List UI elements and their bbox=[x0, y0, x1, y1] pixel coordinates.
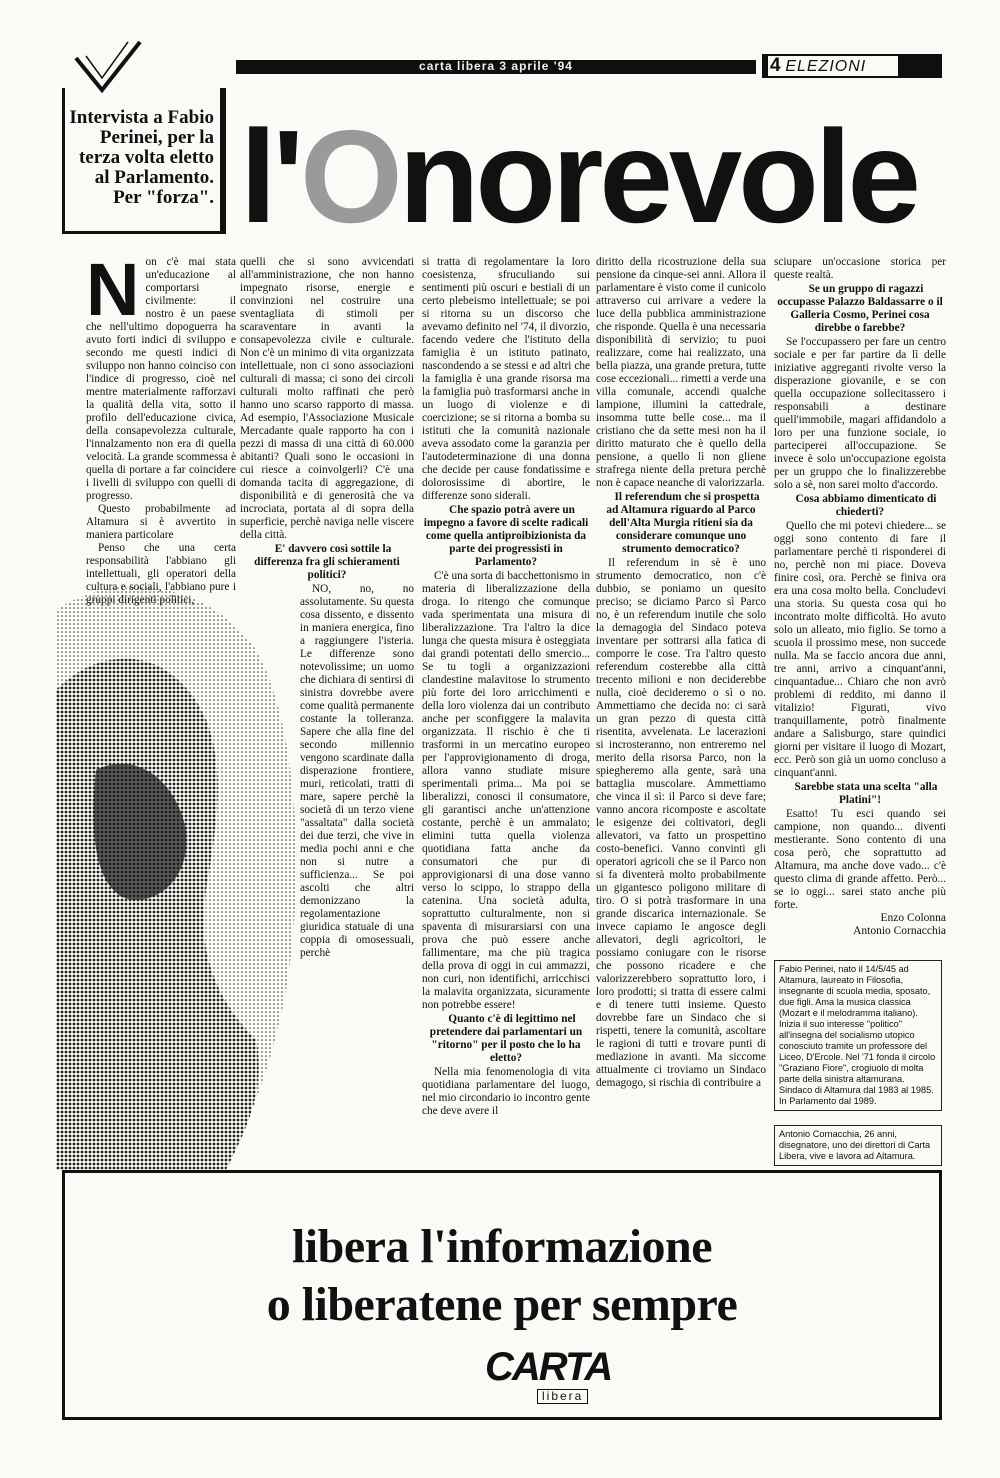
question: Cosa abbiamo dimenticato di chiederti? bbox=[795, 493, 937, 518]
article-column-4 bbox=[596, 256, 766, 1156]
carta-libera-logo bbox=[485, 1345, 615, 1407]
headline-rest: norevole bbox=[398, 103, 917, 250]
article-column-1 bbox=[86, 248, 236, 606]
paragraph: Il referendum in sè è uno strumento democratico, non c'è dubbio, se poniamo un quesito preciso; se diciamo Parco sì Parco no, è un referendum inutile che solo la demagogia del Sindaco poteva inventare per sottrarsi alla fatica di comporre le cose. Tra l'altro questo referendum costerebbe alla città trecento milioni e non deciderebbe nulla, cioè decideremo o sì o no. Ammettiamo che decida no: ci sarà un gran pezzo di questa città risentita, avvelenata. Le lacerazioni si incrosteranno, non entreremo nel merito della risorsa Parco, non la spiegheremo alla gente, sarà una battaglia muscolare. Ammettiamo che vinca il sì: il Parco si deve fare; vanno ancora ricomposte e ascoltate le esigenze dei coltivatori, degli allevatori, va fatto un prospettino costo-benefici. Vanno convinti gli operatori agricoli che se il Parco non si fa diventerà molto probabilmente un gigantesco poligono militare di tiro. O si potrà trasformare in una grande discarica internazionale. Se invece capiamo le angosce degli allevatori, degli agricoltori, le possiamo coniugare con le risorse che possono ricadere e che valorizzerebbero soprattutto loro, i loro prodotti; si tratta di essere calmi e di tenere tutti insieme. Questo dovrebbe fare un Sindaco che si rispetti, tenere la comunità, ascoltare le ragioni di tutti e trovare punti di mediazione in avanti. Ma siccome attualmente ci troviamo un Sindaco demagogo, si rischia di contribuire a bbox=[596, 557, 766, 1089]
paragraph: Se l'occupassero per fare un centro sociale e per far partire da lì delle iniziative aggreganti rivolte verso la disperazione giovanile, e se con quella occupazione sollecitassero i responsabili a destinare quell'immobile, magari affidandolo a loro per una funzione sociale, io parteciperei all'occupazione. Se invece è solo un'occupazione egoista per un gruppo che lo finalizzerebbe solo a sè, non sarei molto d'accordo. bbox=[774, 336, 946, 491]
headline-prefix: l' bbox=[240, 103, 301, 250]
paragraph: Penso che una certa responsabilità l'abbiano gli intellettuali, gli operatori della cultura e sociali, l'abbiano pure i gruppi dirigenti politici, bbox=[86, 542, 236, 606]
headline bbox=[240, 103, 917, 250]
dropcap: N bbox=[86, 248, 140, 331]
paragraph: Nella mia fenomenologia di vita quotidiana parlamentare del luogo, nel mio circondario io incontro gente che deve avere il bbox=[422, 1066, 590, 1117]
intro-text: Intervista a Fabio Perinei, per la terza volta eletto al Parlamento. Per "forza". bbox=[69, 107, 214, 208]
author-signature: Antonio Cornacchia bbox=[853, 925, 946, 937]
bio-box-cornacchia: Antonio Cornacchia, 26 anni, disegnatore, uno dei direttori di Carta Libera, vive e lavora ad Altamura. bbox=[774, 1125, 942, 1166]
section-word: ELEZIONI bbox=[785, 58, 867, 75]
paragraph: Esatto! Tu esci quando sei campione, non quando... diventi mestierante. Sono contento di una cosa però, che soprattutto ad Altamura, ma anche dove vado... c'è questo clima di grande affetto. Però... se io oggi... sarei stato anche più forte. bbox=[774, 808, 946, 911]
ad-line-2: o liberatene per sempre bbox=[266, 1278, 738, 1331]
paragraph: si tratta di regolamentare la loro coesistenza, sfruculiando sui sentimenti più oscuri e bestiali di un certo plebeismo intellettuale; se poi si ritorna su un discorso che avevamo definito nel '74, il divorzio, facendo vedere che l'istituto della famiglia è un istituto patinato, nascondendo a se stessi e ad altri che la famiglia è una grande risorsa ma la famiglia può trasformarsi anche in un luogo di violenze e di coercizione; se si ritorna a bomba su istituti che la comunità nazionale aveva assodato come la garanzia per l'autodeterminazione di una donna che decide per cause fondatissime e dolorosissime di abortire, le differenze sono siderali. bbox=[422, 256, 590, 502]
paragraph: quelli che si sono avvicendati all'amministrazione, che non hanno impegnato risorse, energie e convinzioni nel costruire una sventagliata di stimoli per scaraventare in avanti la consapevolezza civile e culturale. Non c'è un minimo di vita organizzata intellettuale, non ci sono associazioni culturali di massa; ci sono dei circoli culturali molto raffinati che però hanno uno scarso rapporto di massa. Ad esempio, l'Associazione Musicale Mercadante quale rapporto ha con i pezzi di massa di una città di 60.000 abitanti? Quali sono le occasioni in cui riesce a coinvolgerli? C'è una domanda tacita di aggregazione, di disponibilità e di generosità che va incrociata, portata al di sopra della superficie, perchè naviga nelle viscere della città. bbox=[240, 256, 414, 541]
paragraph: diritto della ricostruzione della sua pensione da cinque-sei anni. Allora il parlamentare è visto come il cunicolo attraverso cui arrivare a vedere la luce della pubblica amministrazione che risponde. Quella è una necessaria disponibilità di servizio; tu puoi realizzare, come hai realizzato, una bella piazza, una grande pretura, tutte cose eccezionali... rimetti a verde una villa comunale, accendi qualche lampione, illumini la cattedrale, insomma tutte belle cose... ma il cristiano che da sette mesi non ha il diritto maturato che è quello della pensione, a quello lì non gliene strafrega niente della pretura perchè non è capace neanche di valorizzarla. bbox=[596, 256, 766, 489]
question: E' davvero così sottile la differenza fra gli schieramenti politici? bbox=[254, 543, 400, 581]
paragraph: on c'è mai stata un'educazione al comportarsi civilmente: il nostro è un paese che nell'ultimo dopoguerra ha avuto forti indici di sviluppo e secondo me questi indici di sviluppo non hanno coinciso con l'indice di progresso, cioè nel mentre materialmente rafforzavi la qualità della vita, sotto il profilo dell'educazione civica, della consapevolezza culturale, l'innalzamento non era di quella velocità. La grande scommessa è quella di portare a far coincidere i livelli di sviluppo con quelli di progresso. bbox=[86, 256, 236, 502]
question: Il referendum che si prospetta ad Altamura riguardo al Parco dell'Alta Murgia ritieni sia da considerare comunque uno strumento democratico? bbox=[606, 491, 760, 555]
question: Quanto c'è di legittimo nel pretendere dai parlamentari un "ritorno" per il posto che lo ha eletto? bbox=[429, 1013, 583, 1064]
section-number: 4 bbox=[770, 55, 781, 76]
author-signature: Enzo Colonna bbox=[880, 912, 946, 924]
paragraph: NO, no, no assolutamente. Su questa cosa dissento, e dissento in maniera energica, fino a raggiungere l'isteria. Le differenze sono notevolissime; un uomo che dichiara di sentirsi di sinistra dovrebbe avere come qualità permanente costante la tolleranza. Sapere che alla fine del secondo millennio vengono scardinate dalla disperazione frontiere, muri, reticolati, tratti di mare, sapere perchè la società di un terzo viene "assaltata" dalla società dei due terzi, che vive in media pochi anni e che non si nutre a sufficienza... Se poi ascolti che altri demonizzano la regolamentazione giuridica statuale di una coppia di omosessuali, perchè bbox=[300, 583, 414, 959]
dateline: carta libera 3 aprile '94 bbox=[419, 59, 573, 73]
intro-box bbox=[62, 88, 226, 234]
bio-box-perinei: Fabio Perinei, nato il 14/5/45 ad Altamura, laureato in Filosofia, insegnante di scuola media, sposato, due figli. Ama la musica classica (Mozart e il melodramma italiano). Inizia il suo interesse "politico" all'insegna del socialismo utopico conosciuto tramite un professore del Liceo, D'Ercole. Nel '71 fonda il circolo "Graziano Fiore", crogiuolo di molta parte della sinistra altamurana. Sindaco di Altamura dal 1983 al 1985. In Parlamento dal 1989. bbox=[774, 960, 942, 1111]
ad-line-1: libera l'informazione bbox=[291, 1220, 713, 1273]
article-column-3 bbox=[422, 256, 590, 1156]
dateline-bar bbox=[236, 60, 756, 74]
question: Sarebbe stata una scelta "alla Platini"! bbox=[794, 781, 938, 806]
paragraph: Quello che mi potevi chiedere... se oggi sono contento di fare il parlamentare perchè ti risponderei di no, perchè non mi piace. Doveva finire così, ora. Perchè se finiva ora era una cosa molto bella. Concludevi una storia. Su questa cosa qui ho incontrato molte difficoltà. Ho avuto solo un alleato, mio figlio. Se torno a scuola il prossimo mese, non succede nulla. Ma se faccio ancora due anni, tre anni, arrivo a cinquant'anni, cinquantadue... Chiaro che non avrò problemi di reddito, mi danno il vitalizio! Figurati, vivo tranquillamente, potrò finalmente andare a Salisburgo, stare quindici giorni per visitare il luogo di Mozart, ecc. Però son già un uomo concluso a cinquant'anni. bbox=[774, 520, 946, 779]
advertisement-box bbox=[62, 1170, 942, 1420]
paragraph: sciupare un'occasione storica per queste realtà. bbox=[774, 256, 946, 281]
question: Che spazio potrà avere un impegno a favore di scelte radicali come quella antiproibizionista da parte dei progressisti in Parlamento? bbox=[423, 504, 589, 568]
paragraph: Questo probabilmente ad Altamura si è avvertito in maniera particolare bbox=[86, 503, 236, 541]
section-tag bbox=[762, 54, 942, 78]
logo-word: CARTA bbox=[485, 1345, 612, 1389]
paragraph: C'è una sorta di bacchettonismo in materia di liberalizzazione della droga. Io ritengo che comunque vada sperimentata una misura di liberalizzazione. Tra l'altro la dice lunga che questa misura è osteggiata dai grandi potentati dello smercio... Se tu togli a organizzazioni clandestine malavitose lo strumento più forte dei loro arricchimenti e della loro violenza dai un contributo anche per sconfiggere la malavita organizzata. Il rischio è che ti trasformi in un mercatino europeo per l'approvigionamento di droga, allora vanno studiate misure sperimentali prima... Ma poi se liberalizzi, conosci il consumatore, gli garantisci anche un'attenzione costante, perchè è un ammalato; elimini tutta quella violenza quotidiana fatta anche da consumatori che pur di approvigionarsi di una dose vanno verso lo scippo, lo strappo della catenina. Una società adulta, soprattutto culturalmente, non si spaventa di misurarsiarsi con una prova che può essere anche fallimentare, ma che più tragica della prova di oggi in cui ammazzi, non curi, non identifichi, arricchisci la malavita organizzata, sicuramente non potrebbe essere! bbox=[422, 570, 590, 1011]
question: Se un gruppo di ragazzi occupasse Palazzo Baldassarre o il Galleria Cosmo, Perinei cosa direbbe o farebbe? bbox=[777, 283, 943, 334]
logo-tag: libera bbox=[537, 1389, 588, 1404]
article-column-2 bbox=[240, 256, 414, 1156]
article-column-5 bbox=[774, 256, 946, 950]
headline-first-letter: O bbox=[300, 103, 399, 250]
